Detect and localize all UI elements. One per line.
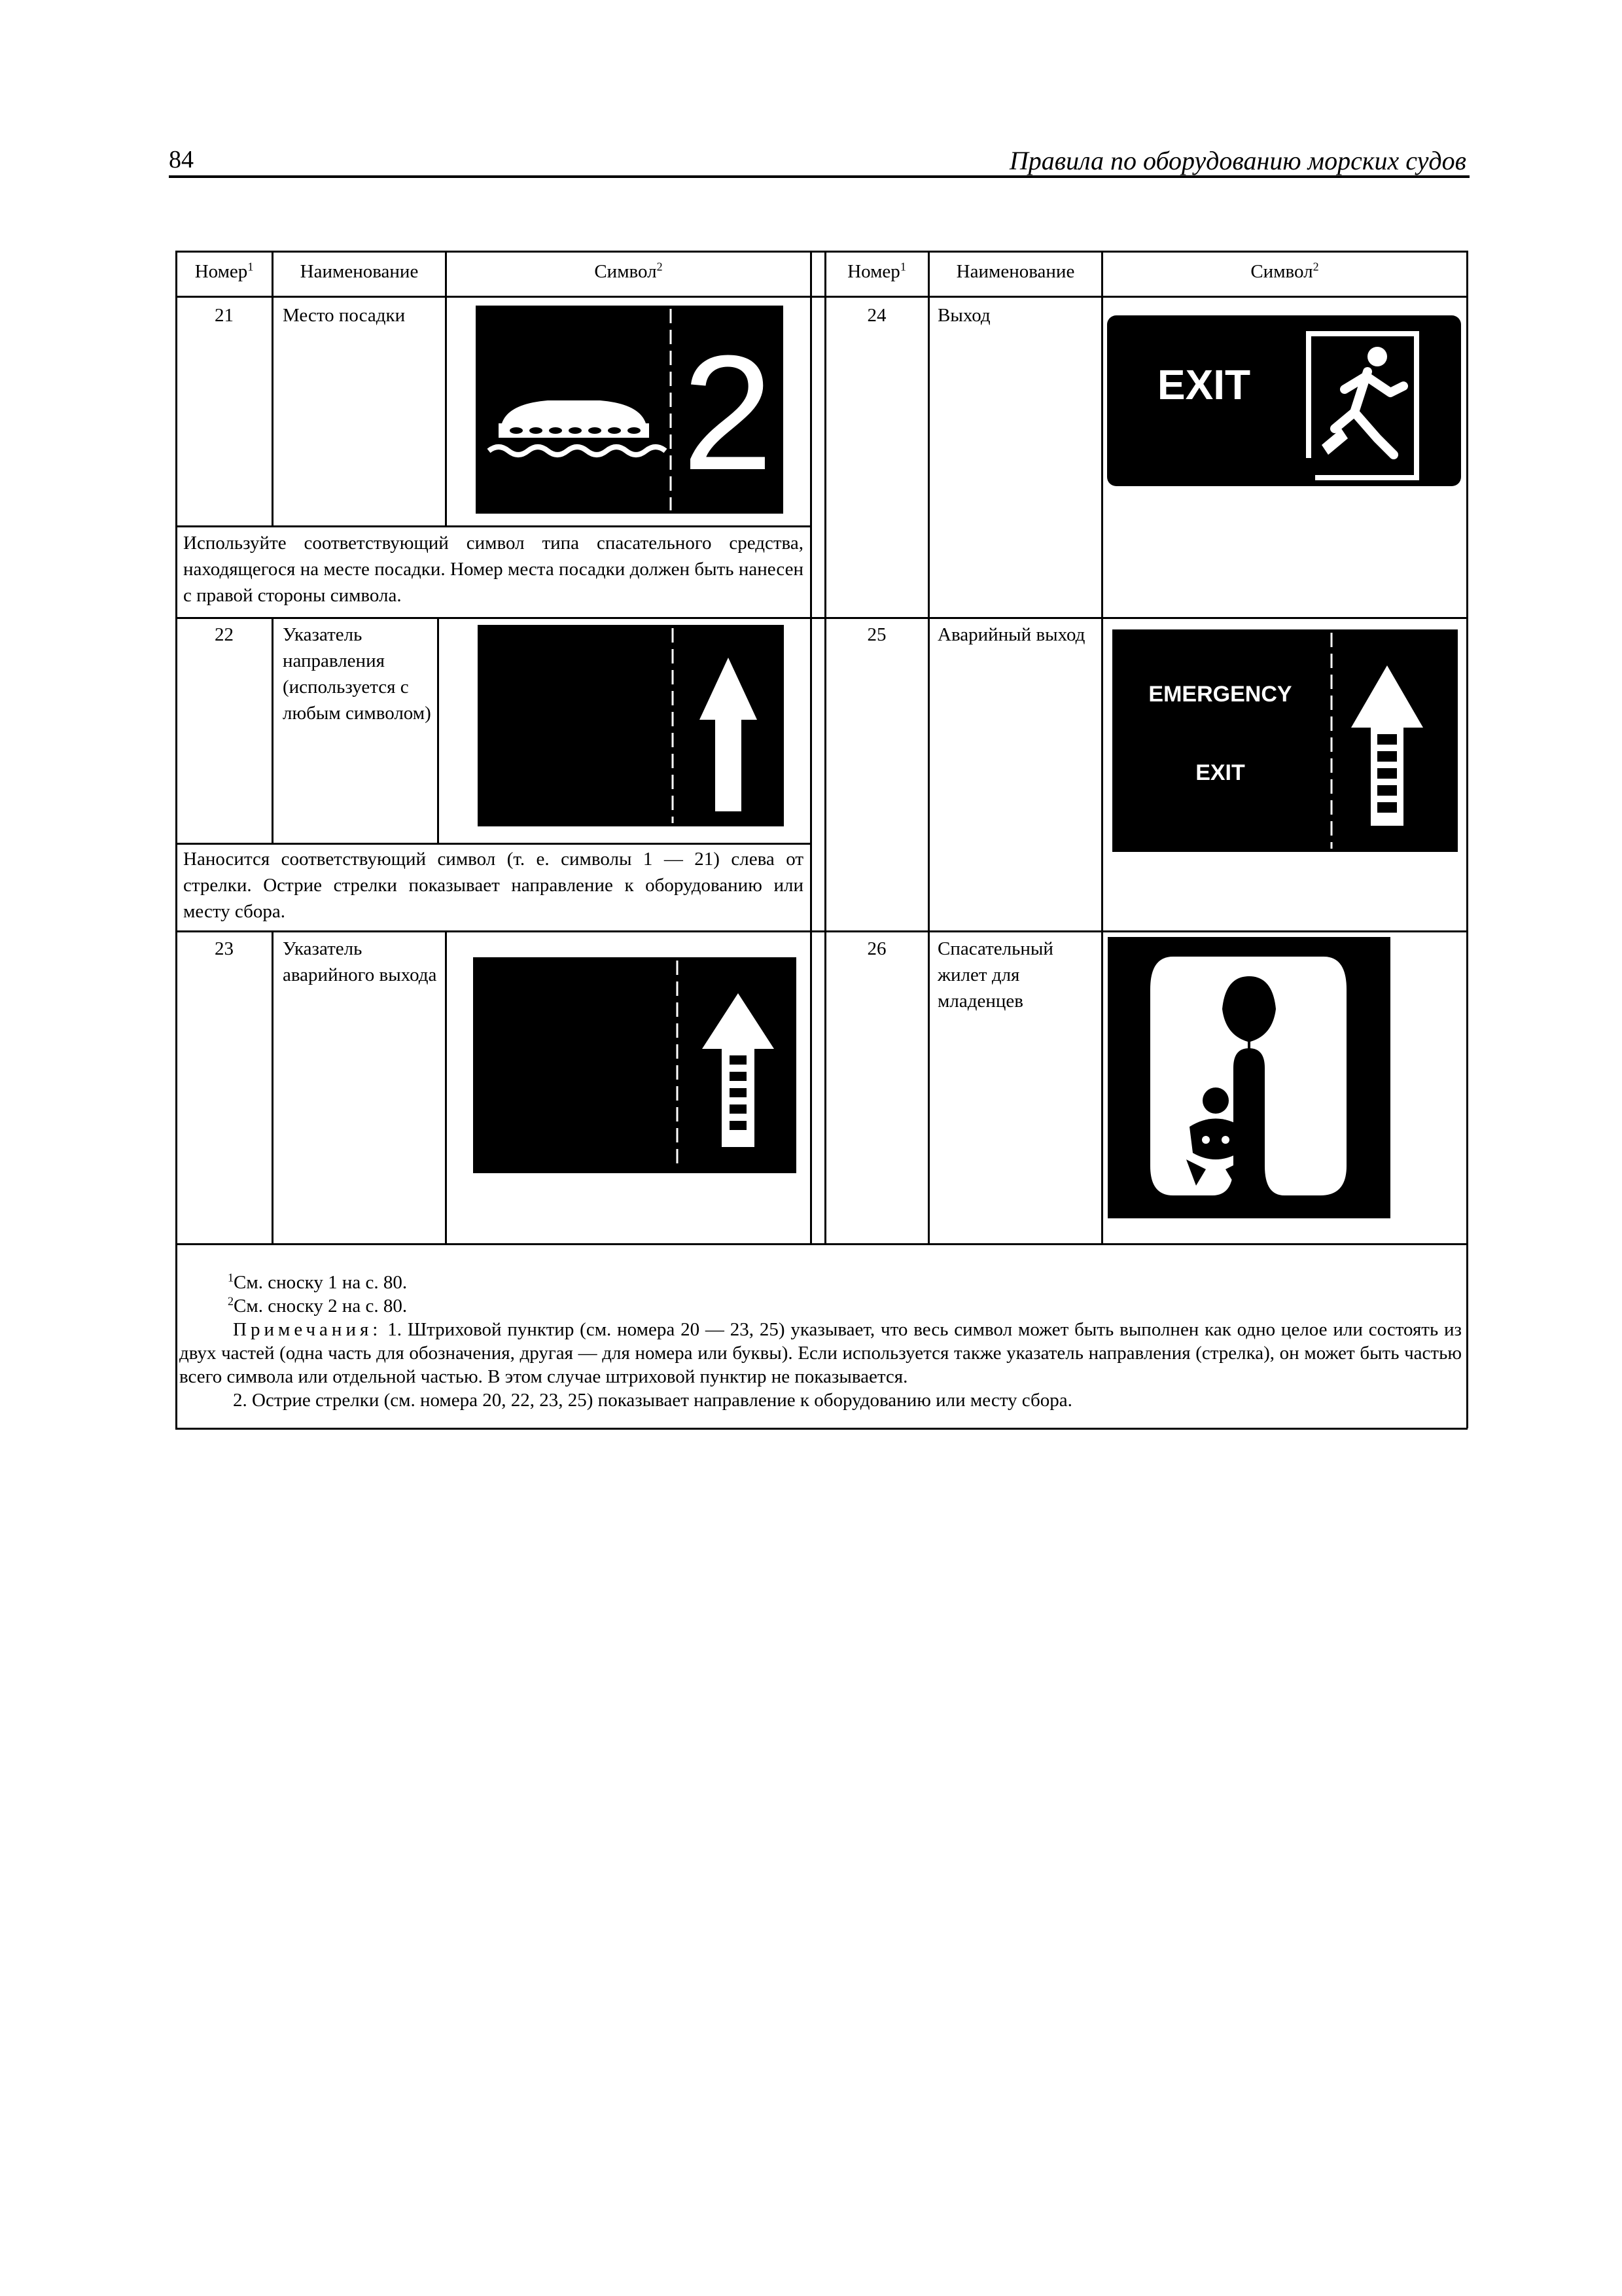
header-rule xyxy=(169,175,1470,178)
header-name-right: Наименование xyxy=(956,261,1075,282)
table-left-border xyxy=(175,251,177,1428)
row-22-note: Наносится соответствующий символ (т. е. символы 1 — 21) слева от стрелки. Острие стрелки показывает направление к оборудованию или месту сбора. xyxy=(183,849,803,922)
running-title: Правила по оборудованию морских судов xyxy=(1009,146,1466,175)
table-bottom-border xyxy=(175,1428,1468,1430)
boarding-place-digit: 2 xyxy=(682,321,773,504)
footnote-1: $^1$См. сноску 1 на с. 80. xyxy=(228,1271,408,1293)
emergency-exit-symbol xyxy=(1112,629,1458,852)
exit-symbol xyxy=(1106,314,1462,487)
exit-label-2: EXIT xyxy=(1195,760,1245,785)
note-1: Примечания: 1. Штриховой пунктир (см. номера 20 — 23, 25) указывает, что весь символ может быть выполнен как одно целое или состоять из двух частей (одна часть для обозначения, другая — для номера или буквы). Если используется также указатель направления (стрелка), он может быть частью всего символа или отдельной частью. В этом случае штриховой пунктир не показывается. xyxy=(179,1319,1462,1387)
exit-label: EXIT xyxy=(1157,361,1251,408)
header-symbol-left: Символ$^2$ xyxy=(594,260,663,282)
row-22-name: Указатель направления (используется с любым символом) xyxy=(283,624,431,724)
page-number: 84 xyxy=(169,146,194,173)
row-23-number: 23 xyxy=(215,938,234,959)
row-21-note: Используйте соответствующий символ типа спасательного средства, находящегося на месте посадки. Номер места посадки должен быть нанесен с правой стороны символа. xyxy=(183,533,803,606)
table-right-border xyxy=(1466,251,1468,1428)
header-symbol-right: Символ$^2$ xyxy=(1250,260,1319,282)
note-2: 2. Острие стрелки (см. номера 20, 22, 23, 25) показывает направление к оборудованию или месту сбора. xyxy=(233,1390,1072,1411)
row-21-number: 21 xyxy=(215,305,234,326)
row-24-name: Выход xyxy=(938,305,991,326)
row-22-number: 22 xyxy=(215,624,234,645)
row-23-name: Указатель аварийного выхода xyxy=(283,938,437,985)
header-number-left: Номер$^1$ xyxy=(194,260,254,282)
infant-lifejacket-symbol xyxy=(1108,937,1390,1218)
table-top-border xyxy=(175,251,1468,253)
header-number-right: Номер$^1$ xyxy=(847,260,906,282)
row-26-number: 26 xyxy=(867,938,887,959)
direction-arrow-symbol xyxy=(478,625,784,826)
footnote-2: $^2$См. сноску 2 на с. 80. xyxy=(228,1294,408,1316)
header-name-left: Наименование xyxy=(300,261,419,282)
row-24-number: 24 xyxy=(867,305,887,326)
row-26-name: Спасательный жилет для младенцев xyxy=(938,938,1053,1012)
emergency-label: EMERGENCY xyxy=(1148,682,1292,707)
header-bottom-border xyxy=(175,296,1468,298)
row-21-name: Место посадки xyxy=(283,305,406,326)
row-25-number: 25 xyxy=(867,624,887,645)
boarding-place-symbol xyxy=(476,306,783,514)
row-25-name: Аварийный выход xyxy=(938,624,1085,645)
escape-route-arrow-symbol xyxy=(473,957,796,1173)
